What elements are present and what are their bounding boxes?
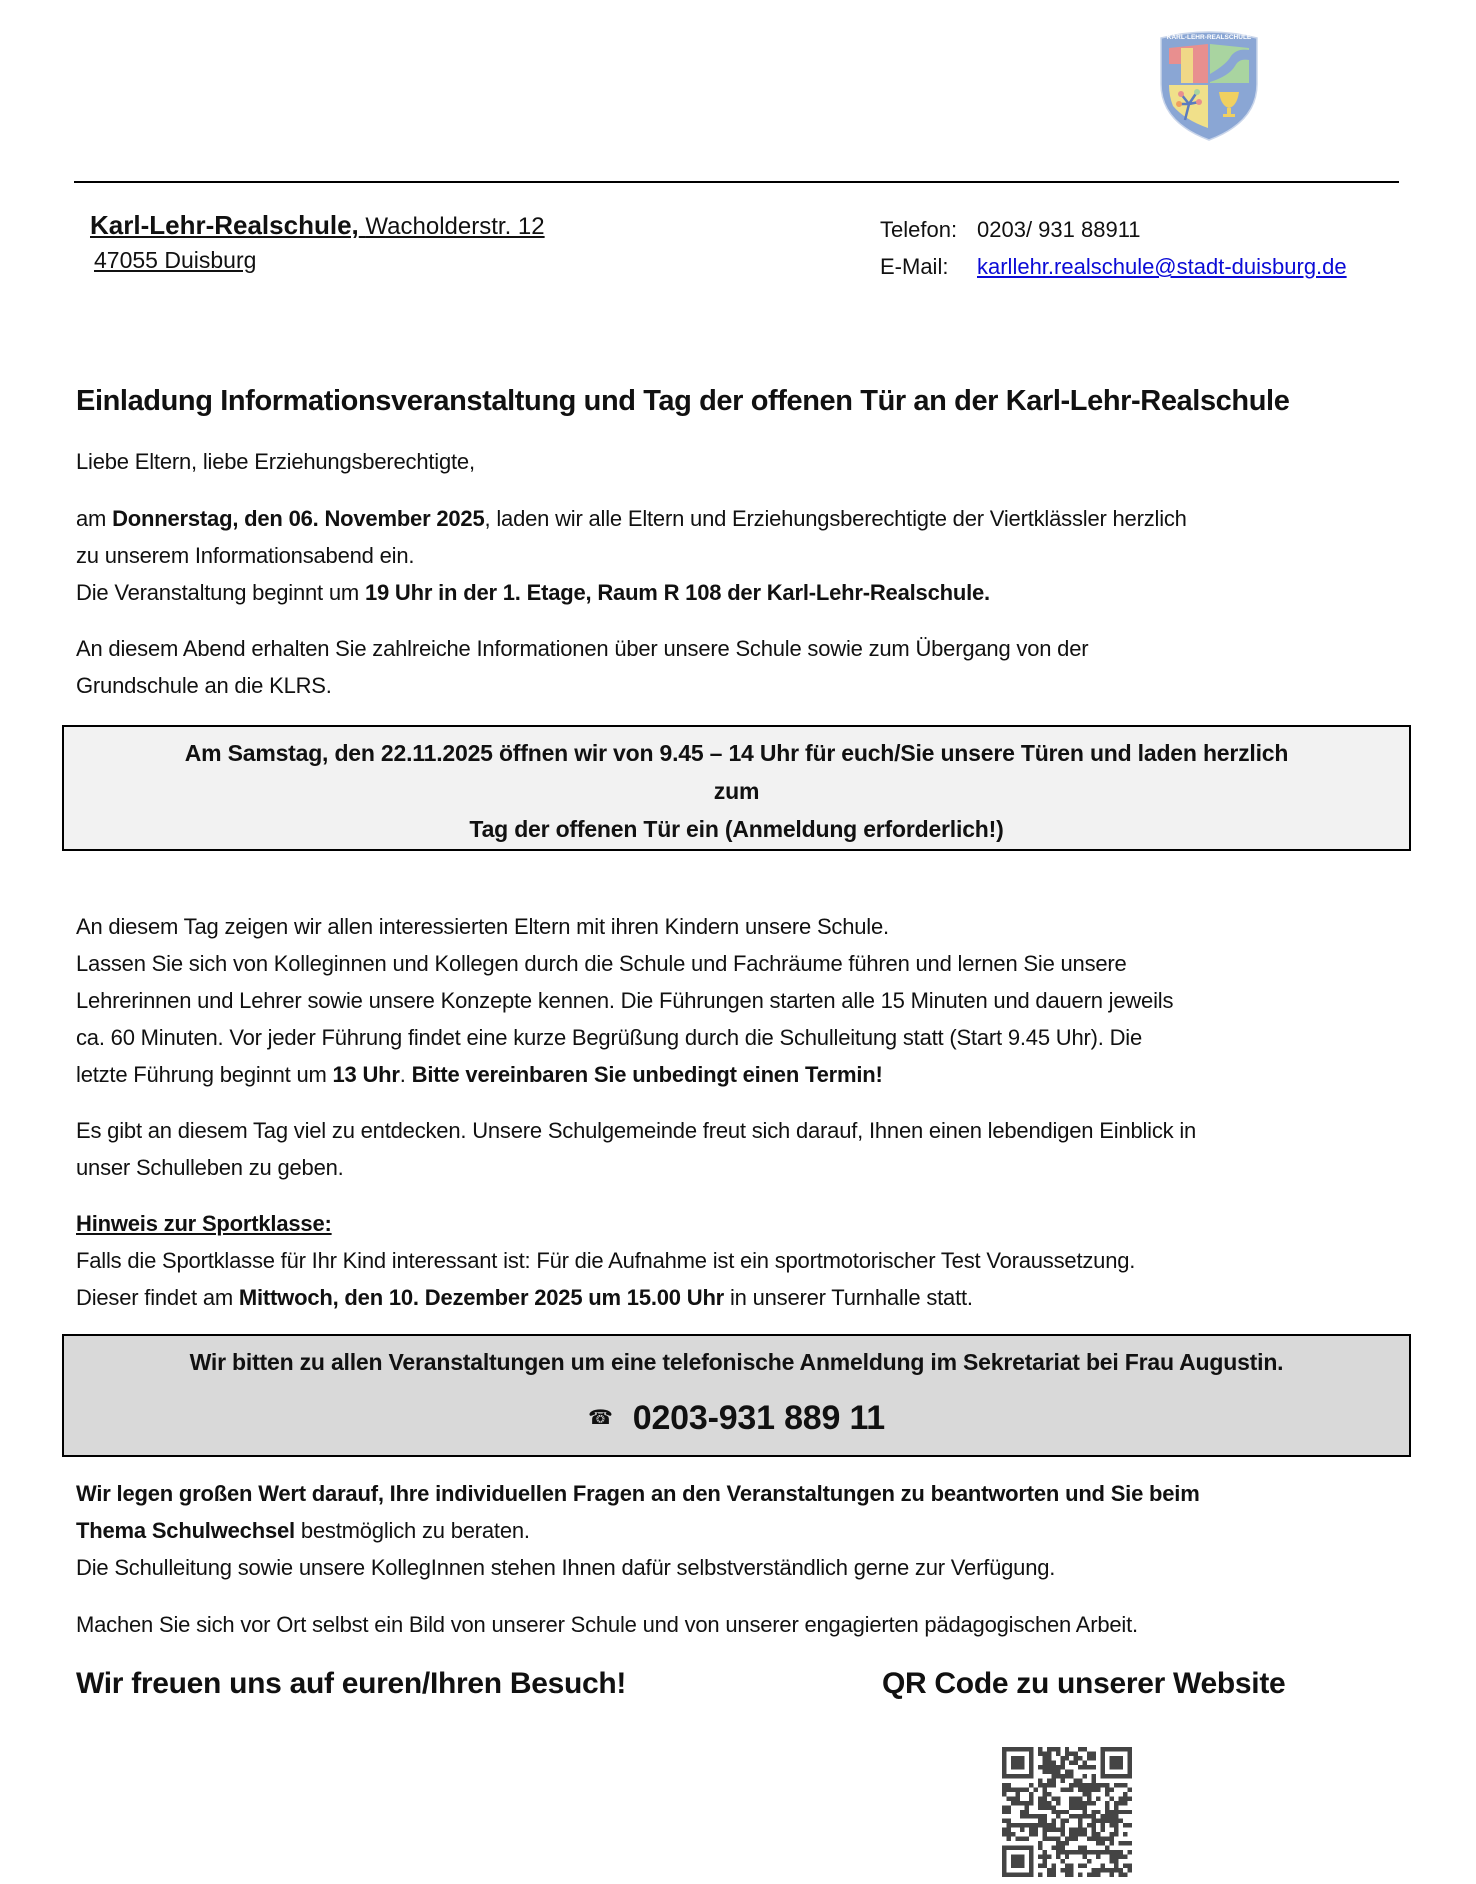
open-day-callout: [62, 725, 1411, 851]
email-row: [880, 248, 1347, 285]
crest-text: KARL-LEHR-REALSCHULE: [1166, 34, 1252, 41]
text: An diesem Tag zeigen wir allen interessierten Eltern mit ihren Kindern unsere Schule.: [76, 914, 889, 939]
callout-line: Wir bitten zu allen Veranstaltungen um eine telefonische Anmeldung im Sekretariat bei Frau Augustin.: [189, 1349, 1284, 1375]
callout-line: Am Samstag, den 22.11.2025 öffnen wir von 9.45 – 14 Uhr für euch/Sie unsere Türen und laden herzlich: [184, 740, 1289, 766]
paragraph-visit: Machen Sie sich vor Ort selbst ein Bild von unserer Schule und von unserer engagierten pädagogischen Arbeit.: [76, 1612, 1138, 1637]
registration-phone: [64, 1398, 1409, 1438]
header-divider: [74, 181, 1399, 183]
phone-row: [880, 211, 1347, 248]
email-link[interactable]: karllehr.realschule@stadt-duisburg.de: [977, 254, 1347, 279]
paragraph-discover: [76, 1112, 1416, 1186]
last-tour-time: 13 Uhr: [332, 1062, 400, 1087]
telephone-icon: ☎: [588, 1407, 613, 1429]
text: An diesem Abend erhalten Sie zahlreiche Informationen über unsere Schule sowie zum Übergang von der: [76, 636, 1089, 661]
text: .: [399, 1062, 412, 1087]
text: unser Schulleben zu geben.: [76, 1155, 344, 1180]
text: , laden wir alle Eltern und Erziehungsberechtigte der Viertklässler herzlich: [484, 506, 1187, 531]
text: Wir legen großen Wert darauf, Ihre individuellen Fragen an den Veranstaltungen zu beantworten und Sie beim: [76, 1481, 1200, 1506]
text: Lassen Sie sich von Kolleginnen und Kollegen durch die Schule und Fachräume führen und lernen Sie unsere: [76, 951, 1127, 976]
text: zu unserem Informationsabend ein.: [76, 543, 415, 568]
text: Falls die Sportklasse für Ihr Kind interessant ist: Für die Aufnahme ist ein sportmotorischer Test Voraussetzung.: [76, 1248, 1136, 1273]
text: ca. 60 Minuten. Vor jeder Führung findet eine kurze Begrüßung durch die Schulleitung statt (Start 9.45 Uhr). Die: [76, 1025, 1142, 1050]
school-address-line: [90, 210, 545, 241]
text: Die Veranstaltung beginnt um: [76, 580, 365, 605]
paragraph-info-evening: [76, 500, 1416, 611]
text: Grundschule an die KLRS.: [76, 673, 332, 698]
sport-test-date: Mittwoch, den 10. Dezember 2025 um 15.00 Uhr: [238, 1285, 725, 1310]
school-name: Karl-Lehr-Realschule,: [90, 210, 359, 240]
qr-code-icon[interactable]: [1002, 1747, 1132, 1877]
phone-value: 0203/ 931 88911: [977, 217, 1141, 242]
appointment-note: Bitte vereinbaren Sie unbedingt einen Termin!: [411, 1062, 883, 1087]
text: bestmöglich zu beraten.: [294, 1518, 530, 1543]
registration-callout: [62, 1334, 1411, 1457]
text: Thema Schulwechsel: [76, 1518, 295, 1543]
callout-line: zum: [713, 778, 760, 804]
event-date: Donnerstag, den 06. November 2025: [112, 506, 485, 531]
phone-label: Telefon:: [880, 217, 958, 242]
text: Dieser findet am: [76, 1285, 239, 1310]
paragraph-advice: [76, 1475, 1416, 1586]
phone-number[interactable]: 0203-931 889 11: [632, 1399, 885, 1437]
school-crest-icon: [1157, 24, 1261, 142]
event-location: 19 Uhr in der 1. Etage, Raum R 108 der Karl-Lehr-Realschule.: [364, 580, 990, 605]
sport-heading: Hinweis zur Sportklasse:: [76, 1211, 332, 1236]
text: Es gibt an diesem Tag viel zu entdecken. Unsere Schulgemeinde freut sich darauf, Ihnen einen lebendigen Einblick in: [76, 1118, 1197, 1143]
text: Die Schulleitung sowie unsere KollegInnen stehen Ihnen dafür selbstverständlich gerne zur Verfügung.: [76, 1555, 1056, 1580]
text: in unserer Turnhalle statt.: [724, 1285, 973, 1310]
qr-heading: QR Code zu unserer Website: [882, 1667, 1286, 1700]
page-title: Einladung Informationsveranstaltung und Tag der offenen Tür an der Karl-Lehr-Realschule: [76, 385, 1290, 417]
contact-block: [880, 211, 1347, 285]
closing-heading: Wir freuen uns auf euren/Ihren Besuch!: [76, 1667, 627, 1700]
greeting: Liebe Eltern, liebe Erziehungsberechtigte,: [76, 449, 475, 474]
paragraph-evening-details: [76, 630, 1416, 704]
text: am: [76, 506, 113, 531]
callout-line: Tag der offenen Tür ein (Anmeldung erforderlich!): [469, 816, 1004, 842]
sport-class-section: [76, 1205, 1416, 1316]
text: letzte Führung beginnt um: [76, 1062, 333, 1087]
email-label: E-Mail:: [880, 254, 949, 279]
school-street: Wacholderstr. 12: [365, 213, 545, 240]
text: Lehrerinnen und Lehrer sowie unsere Konzepte kennen. Die Führungen starten alle 15 Minuten und dauern jeweils: [76, 988, 1174, 1013]
school-city: 47055 Duisburg: [94, 247, 257, 273]
paragraph-open-day: [76, 908, 1416, 1093]
